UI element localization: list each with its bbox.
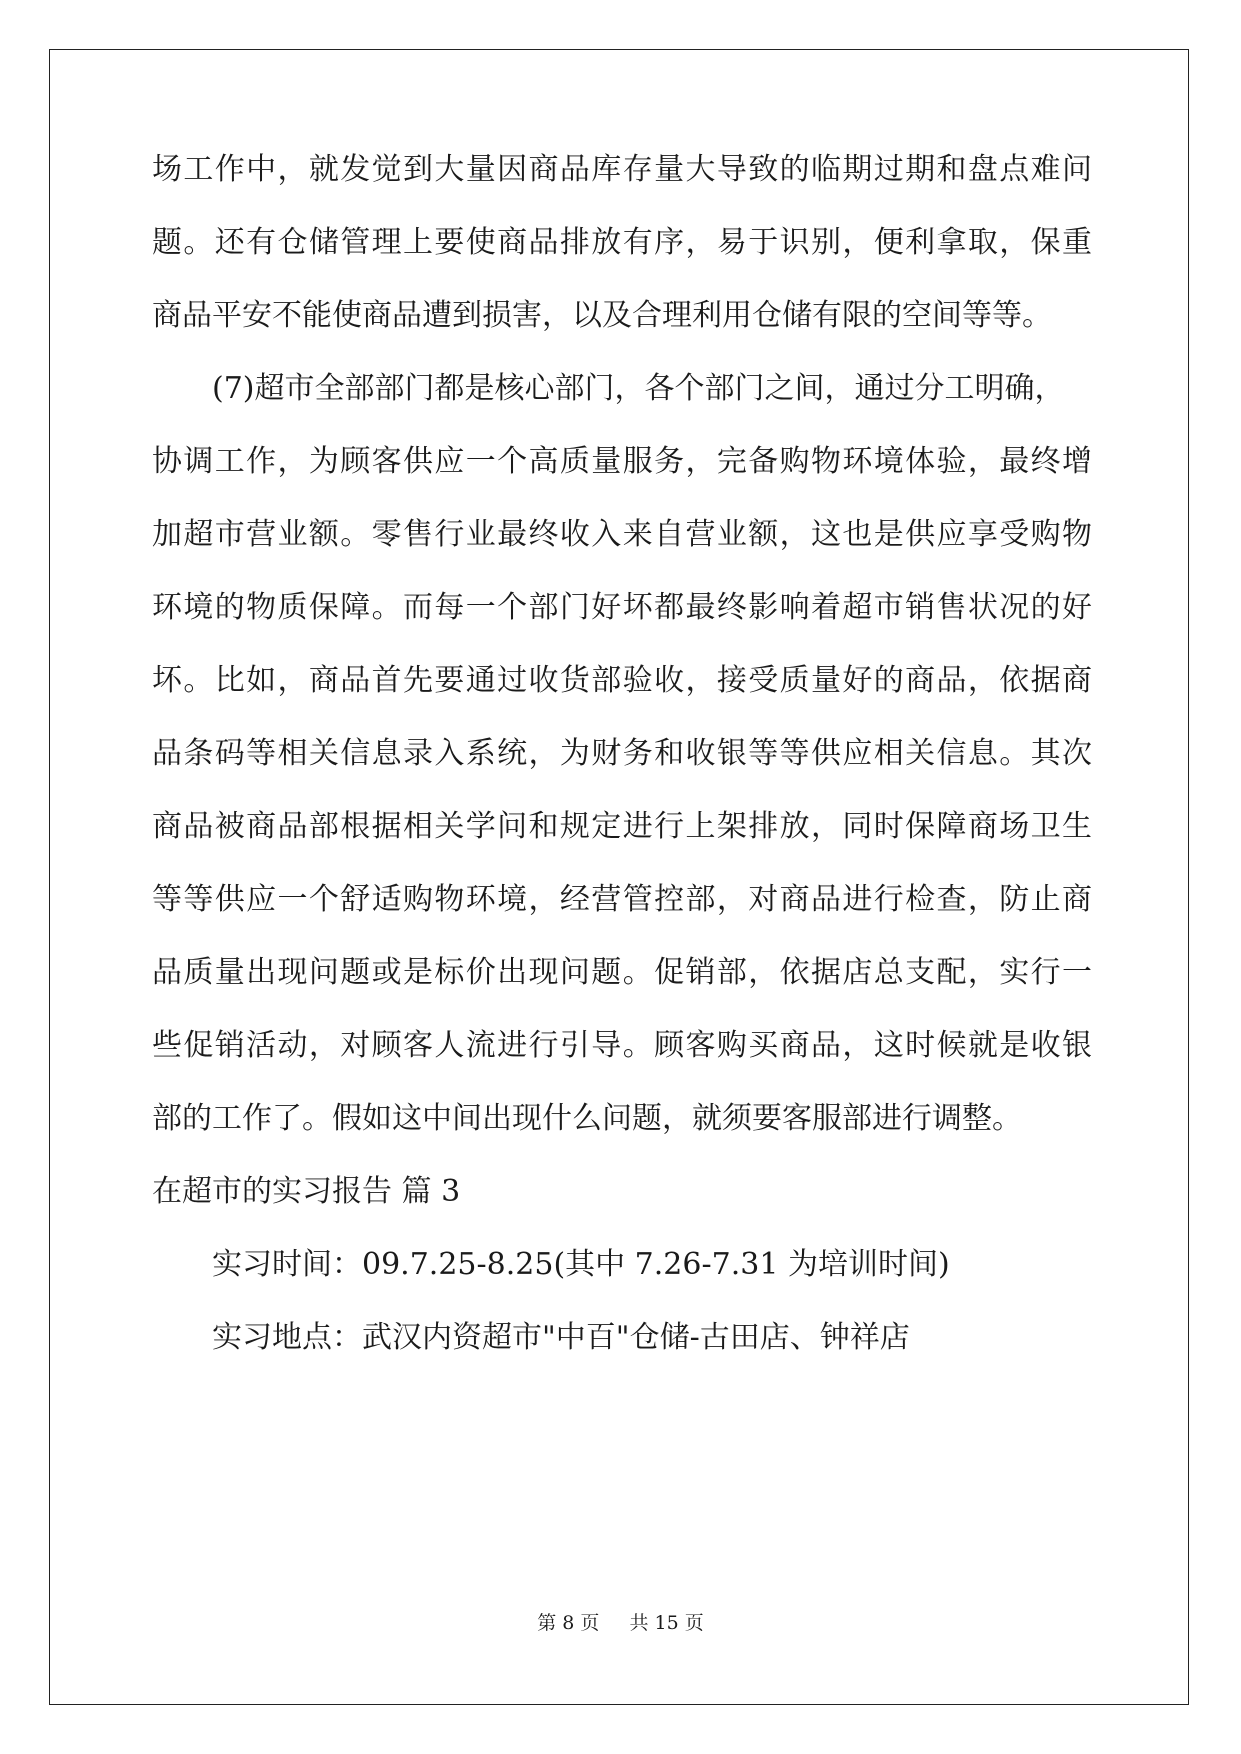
paragraph-line: 等等供应一个舒适购物环境，经营管控部，对商品进行检查，防止商 (152, 882, 1092, 917)
paragraph-line: 品质量出现问题或是标价出现问题。促销部，依据店总支配，实行一 (152, 955, 1092, 990)
paragraph-line: (7)超市全部部门都是核心部门，各个部门之间，通过分工明确， (212, 371, 1065, 406)
paragraph-line: 题。还有仓储管理上要使商品排放有序，易于识别，便利拿取，保重 (152, 225, 1092, 260)
page-number: 第 8 页 (537, 1612, 600, 1634)
paragraph-line: 加超市营业额。零售行业最终收入来自营业额，这也是供应享受购物 (152, 517, 1092, 552)
internship-location: 实习地点：武汉内资超市"中百"仓储-古田店、钟祥店 (212, 1320, 910, 1355)
section-heading: 在超市的实习报告 篇 3 (152, 1174, 461, 1209)
paragraph-line: 商品被商品部根据相关学问和规定进行上架排放，同时保障商场卫生 (152, 809, 1092, 844)
paragraph-line: 商品平安不能使商品遭到损害，以及合理利用仓储有限的空间等等。 (152, 298, 1052, 333)
paragraph-line: 品条码等相关信息录入系统，为财务和收银等等供应相关信息。其次 (152, 736, 1092, 771)
paragraph-line: 环境的物质保障。而每一个部门好坏都最终影响着超市销售状况的好 (152, 590, 1092, 625)
page-footer (0, 1610, 1241, 1636)
paragraph-line: 坏。比如，商品首先要通过收货部验收，接受质量好的商品，依据商 (152, 663, 1092, 698)
paragraph-line: 协调工作，为顾客供应一个高质量服务，完备购物环境体验，最终增 (152, 444, 1092, 479)
paragraph-line: 部的工作了。假如这中间出现什么问题，就须要客服部进行调整。 (152, 1101, 1022, 1136)
paragraph-line: 场工作中，就发觉到大量因商品库存量大导致的临期过期和盘点难问 (152, 152, 1092, 187)
internship-time: 实习时间：09.7.25-8.25(其中 7.26-7.31 为培训时间) (212, 1247, 950, 1282)
page-total: 共 15 页 (629, 1612, 704, 1634)
paragraph-line: 些促销活动，对顾客人流进行引导。顾客购买商品，这时候就是收银 (152, 1028, 1092, 1063)
